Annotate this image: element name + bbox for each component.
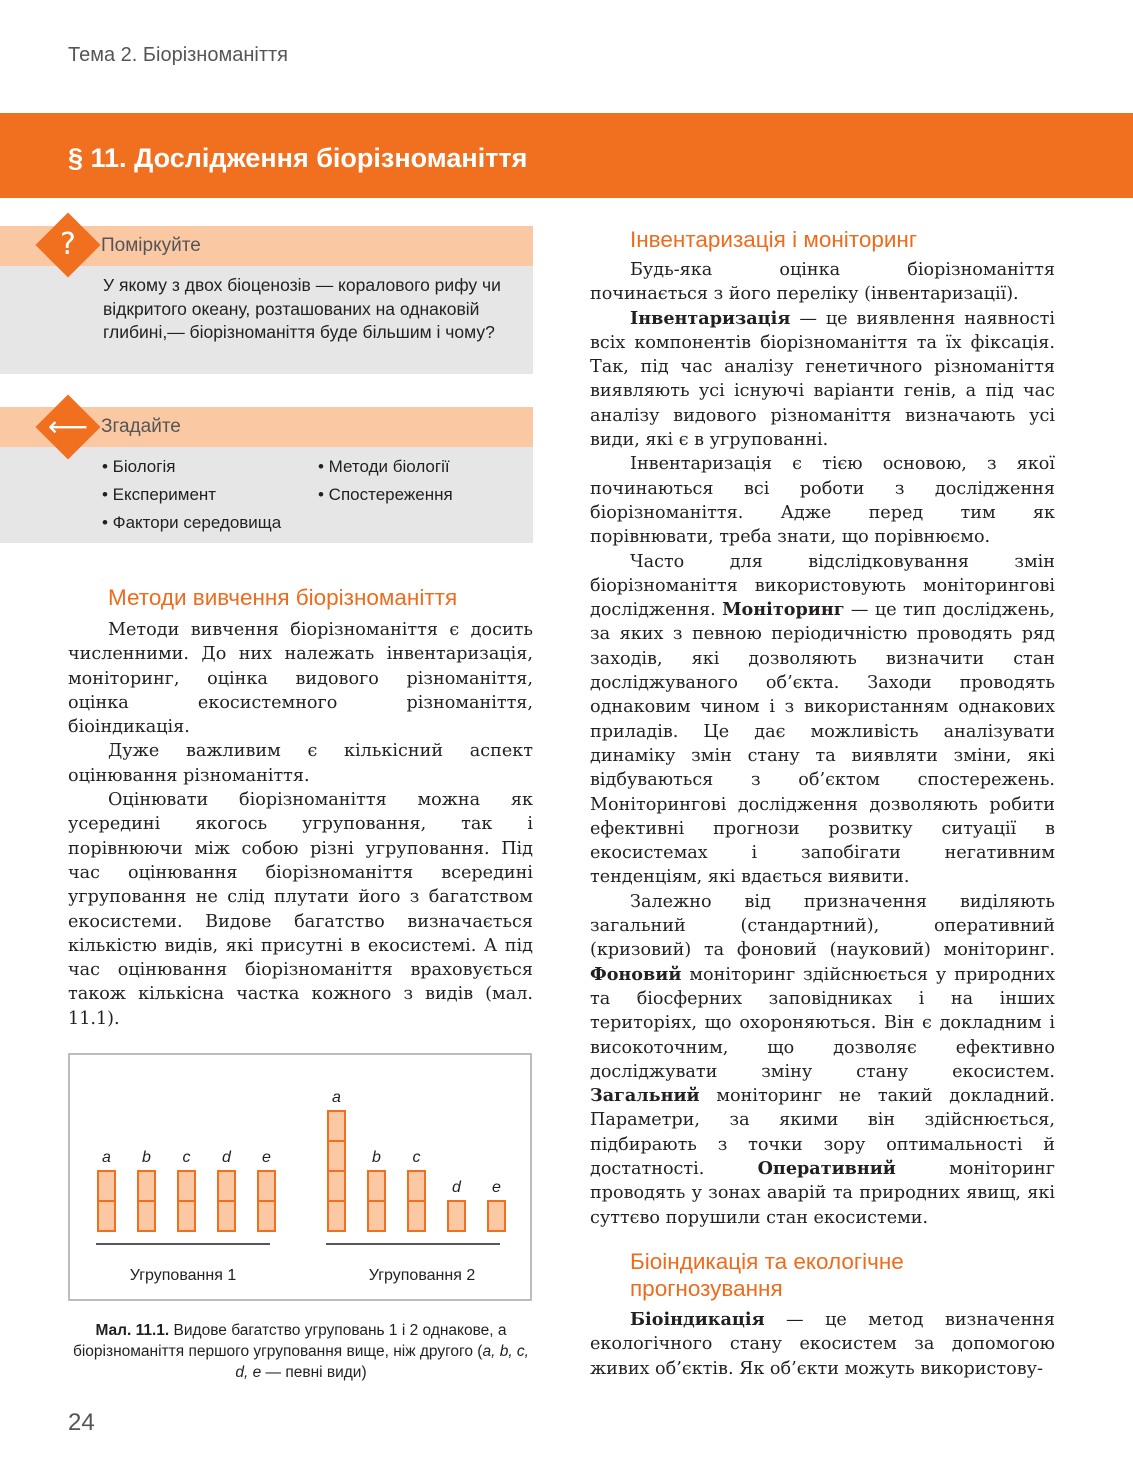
paragraph: Будь-яка оцінка біорізноманіття починається з його переліку (інвентаризації). bbox=[590, 260, 1055, 305]
section-heading-methods: Методи вивчення біорізноманіття bbox=[108, 585, 458, 610]
paragraph: Дуже важливим є кількісний аспект оцінювання різноманіття. bbox=[68, 741, 533, 786]
paragraph-text: — це виявлення наявності всіх компонентів біорізноманіття та їх фіксація. Так, під час аналізу генетичного різноманіття виявляють усі існуючі варіанти генів, а під час аналізу видового різноманіття визначають усі види, які є в угрупованні. bbox=[590, 308, 1055, 451]
species-label: b bbox=[372, 1149, 381, 1166]
think-box-text: У якому з двох біоценозів — коралового рифу чи відкритого океану, розташованих на однаковій глибині,— біорізноманіття буде більшим і чому? bbox=[103, 275, 501, 342]
page-number: 24 bbox=[68, 1409, 95, 1436]
right-text-block bbox=[590, 258, 1055, 1230]
caption-text: Видове багатство угруповань 1 і 2 однакове, а біорізноманіття першого угруповання вище, ніж другого ( bbox=[72, 1322, 507, 1360]
term-inventory: Інвентаризація bbox=[630, 307, 791, 329]
page-title: § 11. Дослідження біорізноманіття bbox=[68, 143, 528, 173]
bar-segment bbox=[138, 1201, 155, 1231]
bar-figure bbox=[70, 1055, 530, 1299]
species-label: e bbox=[492, 1179, 501, 1196]
recall-box-title: Згадайте bbox=[101, 416, 181, 437]
bar-segment bbox=[408, 1201, 425, 1231]
paragraph bbox=[590, 1308, 1055, 1381]
group-label: Угруповання 1 bbox=[129, 1267, 237, 1284]
bar-segment bbox=[368, 1201, 385, 1231]
bar-segment bbox=[98, 1171, 115, 1201]
group-label: Угруповання 2 bbox=[368, 1267, 476, 1284]
species-label: d bbox=[452, 1179, 461, 1196]
paragraph bbox=[590, 890, 1055, 1230]
species-label: c bbox=[182, 1149, 191, 1166]
bar-segment bbox=[218, 1171, 235, 1201]
paragraph-text: — це тип досліджень, за яких з певною періодичністю проводять ряд заходів, які дозволяють визначити стан досліджуваного об’єкта. Заходи проводять однаковим чином і з використанням однакових приладів. Це дає можливість аналізувати динаміку змін стану та виявляти зміни, які відбуваються з об’єктом спостережень. Моніторингові дослідження дозволяють робити ефективні прогнози розвитку ситуації в екосистемах і запобігати негативним тенденціям, які вдається виявити. bbox=[590, 600, 1055, 888]
bar-segment bbox=[328, 1111, 345, 1141]
right-text-block-2 bbox=[590, 1308, 1055, 1381]
term-general: Загальний bbox=[590, 1085, 700, 1107]
bar-segment bbox=[408, 1171, 425, 1201]
recall-item: • Фактори середовища bbox=[102, 513, 282, 532]
recall-item: • Методи біології bbox=[318, 457, 450, 476]
bar-segment bbox=[178, 1201, 195, 1231]
bar-segment bbox=[218, 1201, 235, 1231]
paragraph: Оцінювати біорізноманіття можна як усередині якогось угруповання, так і порівнюючи між собою різні угруповання. Під час оцінювання біорізноманіття всередині угруповання не слід плутати його з багатством екосистеми. Видове багатство визначається кількістю видів, які присутні в екосистемі. А під час оцінювання біорізноманіття враховується також кількісна частка кожного з видів (мал. 11.1). bbox=[68, 790, 533, 1029]
paragraph-text: Залежно від призначення виділяють загальний (стандартний), оперативний (кризовий) та фоновий (науковий) моніторинг. bbox=[590, 891, 1055, 961]
recall-item: • Біологія bbox=[102, 457, 176, 476]
figure-11-1 bbox=[68, 1053, 532, 1301]
paragraph: Інвентаризація є тією основою, з якої починаються всі роботи з дослідження біорізноманіття. Адже перед тим як порівнювати, треба знати, що порівнюємо. bbox=[590, 454, 1055, 548]
think-box-title: Поміркуйте bbox=[101, 235, 201, 256]
species-label: c bbox=[412, 1149, 421, 1166]
term-bioindication: Біоіндикація bbox=[630, 1309, 765, 1330]
bar-segment bbox=[98, 1201, 115, 1231]
paragraph-text: моніторинг здійснюється у природних та біосферних заповідниках і на інших територіях, що охороняються. Він є докладним і високоточним, що дозволяє ефективно досліджувати зміну стану екосистем. bbox=[590, 964, 1055, 1082]
recall-item: • Спостереження bbox=[318, 485, 453, 504]
species-label: e bbox=[262, 1149, 271, 1166]
paragraph-text: моніторинг не такий докладний. Параметри, за якими він здійснюється, підбирають з точки зору оптимальності й достатності. bbox=[590, 1086, 1055, 1179]
caption-species: a, b, c, d, e bbox=[235, 1343, 529, 1381]
section-heading-bioindication: Біоіндикація та екологічне прогнозування bbox=[630, 1249, 904, 1301]
term-operative: Оперативний bbox=[757, 1157, 896, 1179]
species-label: a bbox=[332, 1089, 341, 1106]
term-monitoring: Моніторинг bbox=[722, 599, 845, 621]
paragraph-text: моніторинг проводять у зонах аварій та природних явищ, які суттєво порушили стан екосистеми. bbox=[590, 1158, 1056, 1228]
bar-segment bbox=[368, 1171, 385, 1201]
paragraph-text: — це метод визначення екологічного стану екосистем за допомогою живих об’єктів. Як об’єкти можуть використову- bbox=[590, 1310, 1055, 1379]
section-heading-inventory: Інвентаризація і моніторинг bbox=[630, 227, 918, 252]
term-background: Фоновий bbox=[590, 963, 682, 985]
paragraph bbox=[590, 307, 1055, 453]
arrow-left-icon: ⟵ bbox=[47, 410, 89, 443]
bar-segment bbox=[178, 1171, 195, 1201]
paragraph bbox=[590, 550, 1055, 890]
species-label: d bbox=[222, 1149, 231, 1166]
species-label: a bbox=[102, 1149, 111, 1166]
bar-segment bbox=[258, 1201, 275, 1231]
bar-segment bbox=[328, 1201, 345, 1231]
bar-segment bbox=[328, 1171, 345, 1201]
recall-item: • Експеримент bbox=[102, 485, 217, 504]
paragraph: Методи вивчення біорізноманіття є досить численними. До них належать інвентаризація, моніторинг, оцінка видового різноманіття, оцінка екосистемного різноманіття, біоіндикація. bbox=[68, 620, 533, 738]
bar-segment bbox=[258, 1171, 275, 1201]
question-icon: ? bbox=[60, 227, 76, 262]
running-head: Тема 2. Біорізноманіття bbox=[68, 44, 288, 66]
bar-segment bbox=[448, 1201, 465, 1231]
left-text-block bbox=[68, 618, 533, 1031]
paragraph-text: Часто для відслідковування змін біорізноманіття використовують моніторингові дослідження. bbox=[590, 551, 1055, 621]
bar-segment bbox=[138, 1171, 155, 1201]
bar-segment bbox=[328, 1141, 345, 1171]
caption-label: Мал. 11.1. bbox=[95, 1322, 170, 1339]
figure-caption bbox=[68, 1320, 534, 1383]
bar-segment bbox=[488, 1201, 505, 1231]
caption-end: — певні види) bbox=[261, 1364, 367, 1381]
species-label: b bbox=[142, 1149, 151, 1166]
